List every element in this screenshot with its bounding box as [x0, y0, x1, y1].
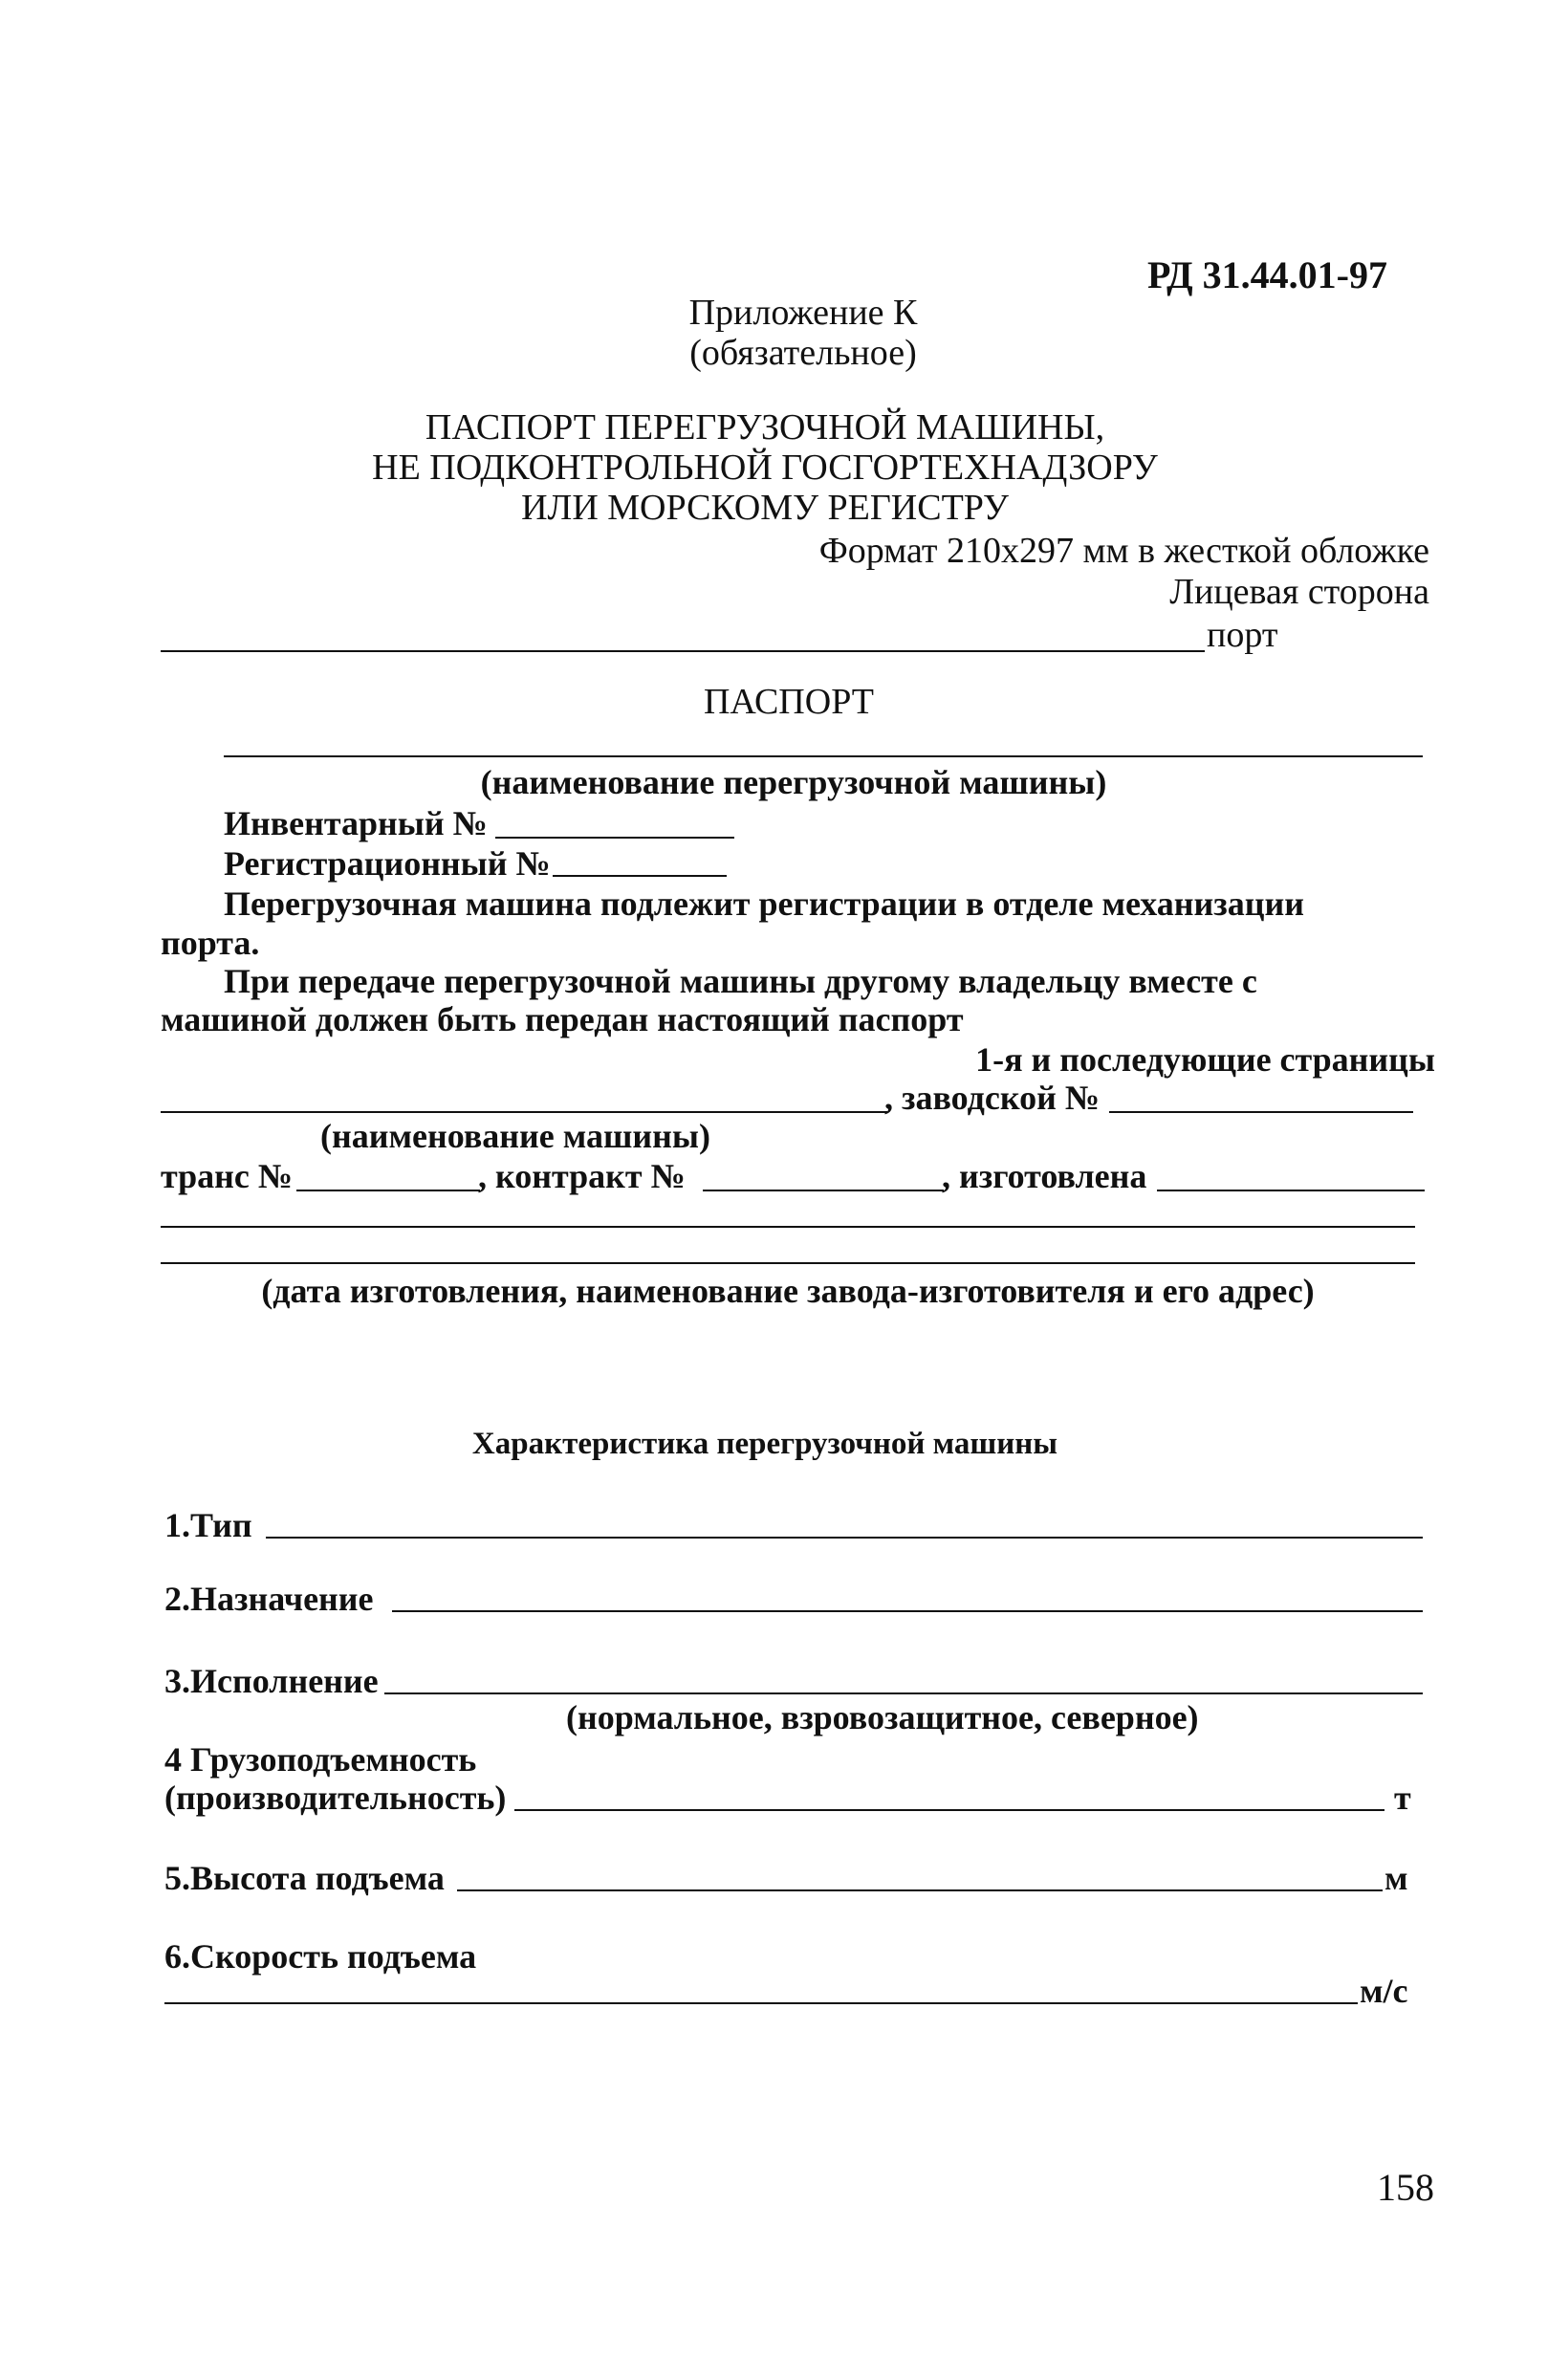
title-line-3: ИЛИ МОРСКОМУ РЕГИСТРУ	[521, 488, 1009, 528]
registration-label: Регистрационный №	[224, 844, 551, 883]
made-label: , изготовлена	[942, 1157, 1147, 1195]
item-6-line	[164, 2002, 1358, 2004]
subsequent-pages-note: 1-я и последующие страницы	[975, 1040, 1435, 1079]
appendix-note: (обязательное)	[689, 333, 917, 373]
item-6-unit: м/с	[1360, 1972, 1408, 2010]
item-3-line	[384, 1692, 1423, 1694]
trans-line	[296, 1190, 480, 1191]
machine-name-line-2	[161, 1111, 887, 1113]
manufacturer-line-1	[161, 1226, 1415, 1228]
factory-number-line	[1109, 1111, 1413, 1113]
side-note: Лицевая сторона	[1169, 572, 1429, 612]
item-5-label: 5.Высота подъема	[164, 1859, 445, 1897]
item-2-label: 2.Назначение	[164, 1580, 374, 1618]
characteristics-heading: Характеристика перегрузочной машины	[471, 1427, 1058, 1461]
passport-heading: ПАСПОРТ	[703, 682, 875, 722]
machine-caption: (наименование машины)	[320, 1117, 710, 1155]
trans-label: транс №	[161, 1157, 294, 1195]
title-line-1: ПАСПОРТ ПЕРЕГРУЗОЧНОЙ МАШИНЫ,	[425, 407, 1105, 448]
machine-name-caption: (наименование перегрузочной машины)	[480, 763, 1107, 801]
page-number: 158	[1377, 2166, 1434, 2209]
inventory-label: Инвентарный №	[224, 804, 488, 842]
appendix-label: Приложение К	[688, 293, 918, 333]
transfer-text-1: При передаче перегрузочной машины другому владельцу вместе с	[224, 962, 1257, 1000]
machine-name-line	[224, 755, 1423, 757]
item-4-label-2: (производительность)	[164, 1779, 507, 1817]
item-3-caption: (нормальное, взровозащитное, северное)	[566, 1698, 1199, 1736]
port-label: порт	[1207, 615, 1278, 655]
date-caption: (дата изготовления, наименование завода-изготовителя и его адрес)	[261, 1272, 1315, 1310]
inventory-line	[495, 837, 734, 839]
registration-line	[553, 875, 727, 877]
item-4-unit: т	[1394, 1779, 1411, 1817]
factory-number-label: , заводской №	[884, 1079, 1100, 1117]
registration-text-1: Перегрузочная машина подлежит регистрации в отделе механизации	[224, 884, 1304, 923]
transfer-text-2: машиной должен быть передан настоящий паспорт	[161, 1000, 964, 1038]
manufacturer-line-2	[161, 1262, 1415, 1264]
item-6-label: 6.Скорость подъема	[164, 1937, 477, 1976]
made-line	[1157, 1190, 1425, 1191]
registration-text-2: порта.	[161, 924, 260, 962]
item-4-label-1: 4 Грузоподъемность	[164, 1740, 477, 1779]
item-2-line	[392, 1610, 1423, 1612]
item-5-line	[457, 1889, 1383, 1891]
format-note: Формат 210x297 мм в жесткой обложке	[818, 531, 1429, 571]
item-1-label: 1.Тип	[164, 1506, 252, 1544]
item-5-unit: м	[1384, 1859, 1408, 1897]
contract-label: , контракт №	[478, 1157, 686, 1195]
port-name-line	[161, 650, 1205, 652]
item-1-line	[266, 1537, 1423, 1539]
title-line-2: НЕ ПОДКОНТРОЛЬНОЙ ГОСГОРТЕХНАДЗОРУ	[372, 448, 1158, 488]
item-4-line	[514, 1809, 1384, 1811]
document-code: РД 31.44.01-97	[1147, 253, 1387, 296]
contract-line	[703, 1190, 944, 1191]
item-3-label: 3.Исполнение	[164, 1662, 379, 1700]
